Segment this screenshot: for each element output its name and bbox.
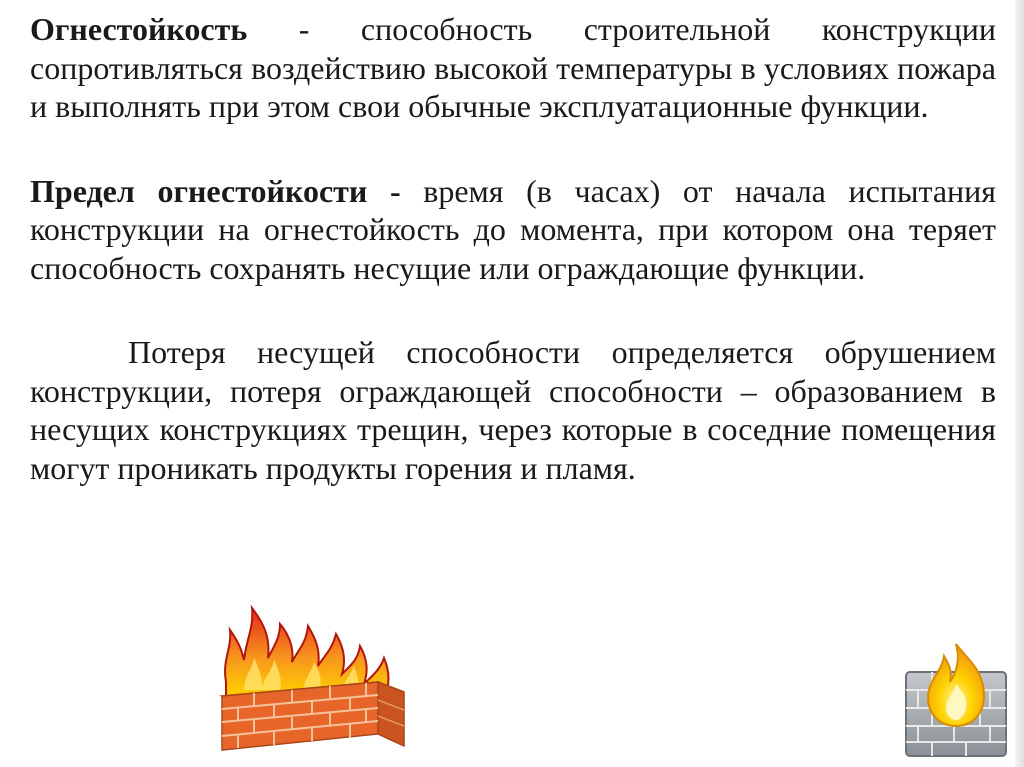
slide-content (30, 10, 996, 487)
firewall-icon (904, 640, 1008, 758)
term-fire-resistance-limit: Предел огнестойкости - (30, 172, 401, 209)
definition-fire-resistance (30, 10, 996, 126)
term-fire-resistance: Огнестойкость (30, 11, 248, 47)
slide-edge-shadow (1015, 0, 1024, 767)
burning-brick-wall-icon (208, 600, 420, 760)
separator (401, 173, 424, 209)
definition-text: способность строительной конструкции сопротивляться воздействию высокой температуры в условиях пожара и выполнять при этом свои обычные эксплуатационные функции. (30, 11, 997, 124)
note-paragraph: Потеря несущей способности определяется обрушением конструкции, потеря ограждающей способности – образованием в несущих конструкциях трещин, через которые в соседние помещения могут проникать продукты горения и пламя. (30, 334, 996, 486)
separator: - (247, 11, 361, 47)
definition-fire-resistance-limit (30, 172, 996, 288)
definition-text: время (в часах) от начала испытания конструкции на огнестойкость до момента, при котором она теряет способность сохранять несущие или ограждающие функции. (30, 172, 996, 286)
